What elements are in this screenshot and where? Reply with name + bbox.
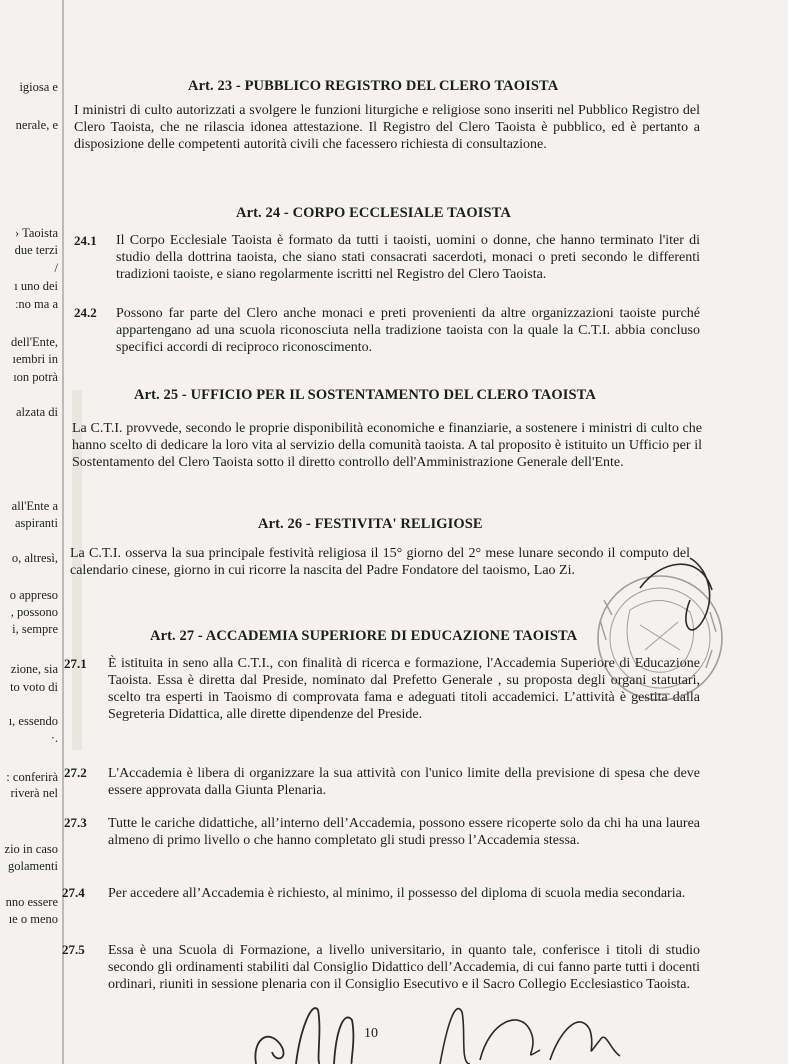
art24-heading: Art. 24 - CORPO ECCLESIALE TAOISTA <box>236 205 511 221</box>
art26-text: La C.T.I. osserva la sua principale festività religiosa il 15° giorno del 2° mese lunare secondo il computo del calendario cinese, giorno in cui ricorre la nascita del Padre Fondatore del taoismo, Lao Zi. <box>70 546 690 578</box>
handwritten-signature-mark-1 <box>640 558 712 630</box>
margin-fragment: to voto di <box>10 680 58 694</box>
margin-fragment: › Taoista <box>15 226 58 240</box>
art27-1-text: È istituita in seno alla C.T.I., con finalità di ricerca e formazione, l'Accademia Superiore di Educazione Taoista. Essa è diretta dal Preside, nominato dal Prefetto Generale , su proposta degli organi statutari, scelto tra esperti in Taoismo di comprovata fama e adeguati titoli accademici. L’attività è gestita dalla Segreteria Didattica, alle dirette dipendenze del Preside. <box>108 656 700 722</box>
margin-fragment: ı uno dei <box>14 279 58 293</box>
art25-heading: Art. 25 - UFFICIO PER IL SOSTENTAMENTO DEL CLERO TAOISTA <box>134 387 596 403</box>
art27-1-number: 27.1 <box>64 656 87 671</box>
art23-text: I ministri di culto autorizzati a svolgere le funzioni liturgiche e religiose sono inseriti nel Pubblico Registro del Clero Taoista, che ne rilascia idonea attestazione. Il Registro del Clero Taoista è pubblico, ed è pertanto a disposizione delle competenti autorità civili che facessero richiesta di consultazione. <box>74 103 700 152</box>
margin-fragment: alzata di <box>16 405 58 419</box>
margin-fragment: riverà nel <box>10 786 58 800</box>
art27-2-number: 27.2 <box>64 765 87 780</box>
art27-heading: Art. 27 - ACCADEMIA SUPERIORE DI EDUCAZIONE TAOISTA <box>150 628 578 644</box>
margin-fragment: i, sempre <box>12 622 58 636</box>
margin-fragment: zio in caso <box>4 842 58 856</box>
margin-fragment: dell'Ente, <box>10 335 58 349</box>
art27-2-text: L'Accademia è libera di organizzare la sua attività con l'unico limite della previsione di spesa che deve essere approvata dalla Giunta Plenaria. <box>108 766 700 798</box>
margin-fragment: nerale, e <box>15 118 58 132</box>
margin-fragment: aspiranti <box>14 516 58 530</box>
art24-1-number: 24.1 <box>74 233 97 248</box>
art27-4-text: Per accedere all’Accademia è richiesto, al minimo, il possesso del diploma di scuola media secondaria. <box>108 886 686 901</box>
page-number: 10 <box>364 1026 378 1041</box>
art25-text: La C.T.I. provvede, secondo le proprie disponibilità economiche e finanziarie, a sostenere i ministri di culto che hanno scelto di dedicare la loro vita al servizio della comunità taoista. A tal proposito è istituito un Ufficio per il Sostentamento del Clero Taoista sotto il diretto controllo dell'Amministrazione Generale dell'Ente. <box>72 421 702 470</box>
margin-fragment: o, altresì, <box>11 551 58 565</box>
art26-heading: Art. 26 - FESTIVITA' RELIGIOSE <box>258 516 483 532</box>
art23-heading: Art. 23 - PUBBLICO REGISTRO DEL CLERO TAOISTA <box>188 78 559 94</box>
margin-fragment: igiosa e <box>19 80 58 94</box>
margin-fragment: ıe o meno <box>8 912 58 926</box>
art27-4-number: 27.4 <box>62 885 85 900</box>
handwritten-signature-mark-3 <box>440 1009 620 1064</box>
margin-fragment: ıon potrà <box>13 370 58 384</box>
official-seal-stamp <box>598 576 722 700</box>
margin-fragment: ı, essendo <box>8 714 58 728</box>
margin-fragment: ıembri in <box>12 352 58 366</box>
art27-3-number: 27.3 <box>64 815 87 830</box>
margin-fragment: zione, sia <box>10 662 58 676</box>
art24-2-number: 24.2 <box>74 305 97 320</box>
art27-5-text: Essa è una Scuola di Formazione, a livello universitario, in quanto tale, conferisce i titoli di studio secondo gli ordinamenti stabiliti dal Consiglio Didattico dell’Accademia, di cui fanno parte tutti i docenti ordinari, riuniti in sessione plenaria con il Consiglio Esecutivo e il Sacro Collegio Ecclesiastico Taoista. <box>108 943 700 992</box>
margin-fragment: , possono <box>10 605 58 619</box>
margin-fragment: due terzi <box>14 243 58 257</box>
margin-fragment: ·. <box>50 731 58 745</box>
art27-5-number: 27.5 <box>62 942 85 957</box>
margin-fragment: / <box>54 261 58 275</box>
margin-fragment: o appreso <box>9 588 58 602</box>
margin-fragment: nno essere <box>5 895 58 909</box>
art27-3-text: Tutte le cariche didattiche, all’interno dell’Accademia, possono essere ricoperte solo da chi ha una laurea almeno di primo livello o che hanno completato gli studi presso l’Accademia stessa. <box>108 816 700 848</box>
art24-2-text: Possono far parte del Clero anche monaci e preti provenienti da altre organizzazioni taoiste purché appartengano ad una scuola riconosciuta nella tradizione taoista con la quale la C.T.I. abbia concluso specifici accordi di reciproco riconoscimento. <box>116 306 700 355</box>
handwritten-signature-mark-2 <box>255 1008 353 1064</box>
margin-fragment: ːno ma a <box>14 297 58 311</box>
art24-1-text: Il Corpo Ecclesiale Taoista è formato da tutti i taoisti, uomini o donne, che hanno terminato l'iter di studio della dottrina taoista, che siano stati consacrati sacerdoti, monaci o preti secondo le differenti tradizioni taoiste, e siano regolarmente iscritti nel Registro del Clero Taoista. <box>116 233 700 282</box>
margin-fragment: : conferirà <box>6 770 58 784</box>
margin-fragment: golamenti <box>8 859 58 873</box>
margin-fragment: all'Ente a <box>11 499 58 513</box>
